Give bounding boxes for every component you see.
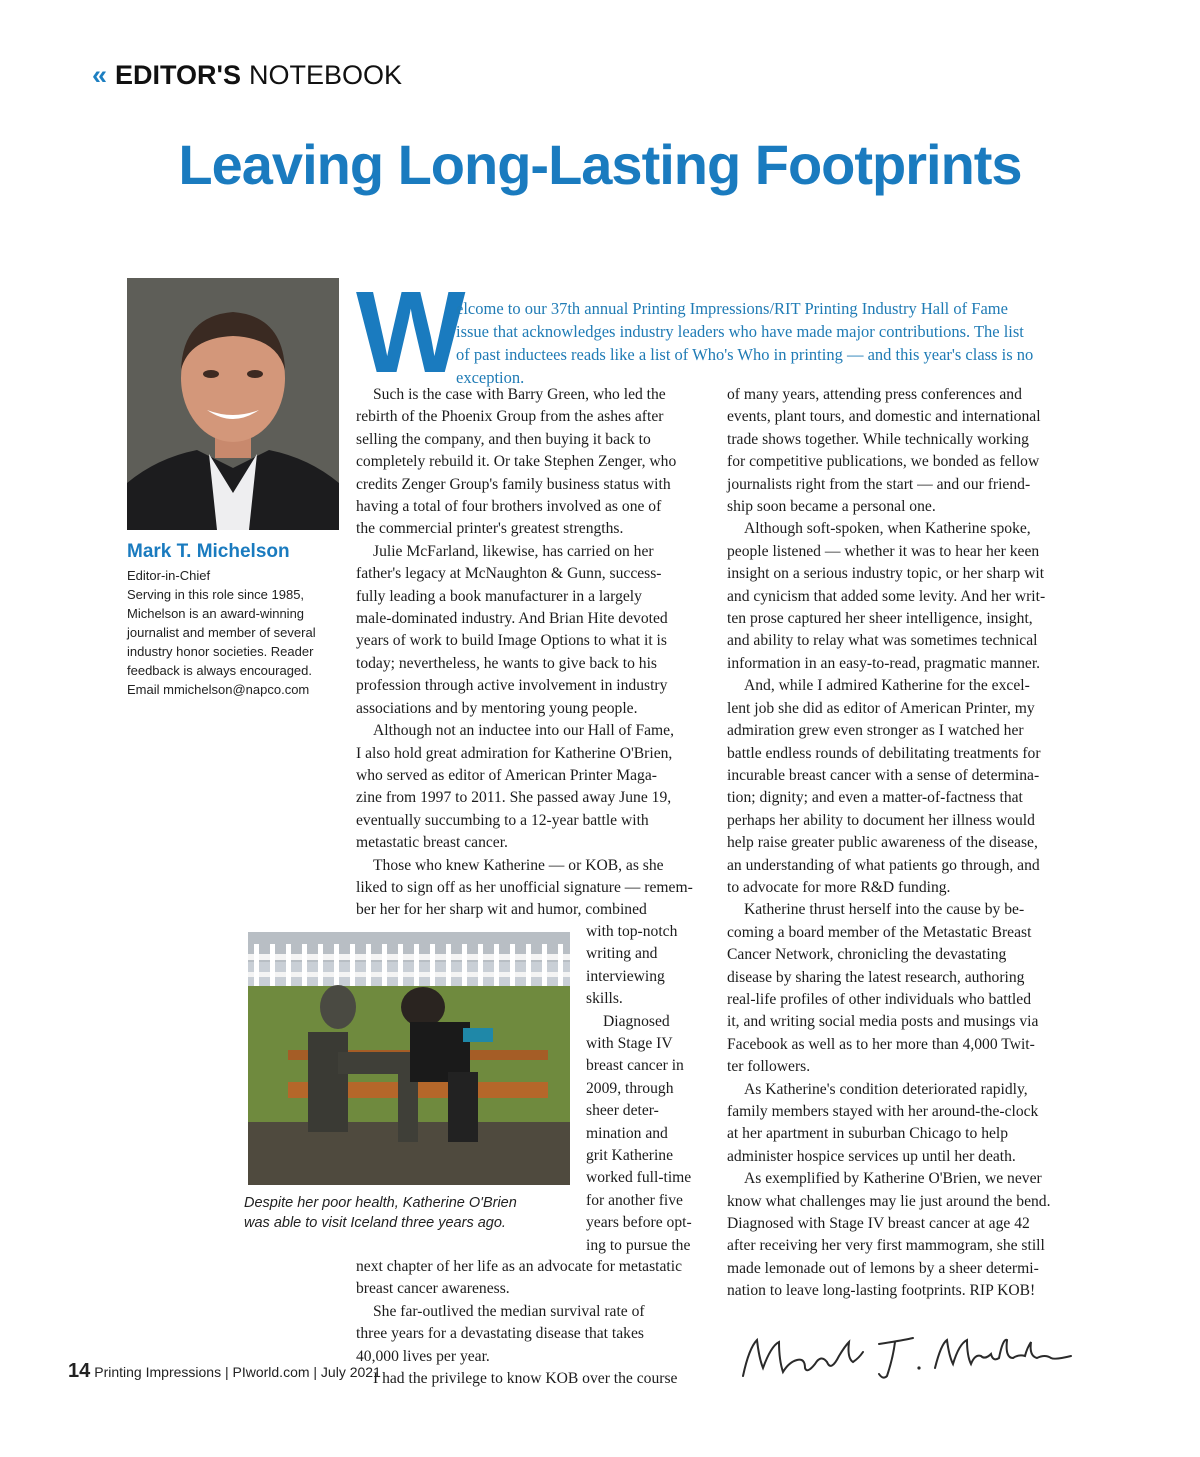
body-line: Cancer Network, chronicling the devastating bbox=[727, 946, 1007, 964]
body-line: information in an easy-to-read, pragmatic manner. bbox=[727, 654, 1041, 672]
caption-line: was able to visit Iceland three years ago. bbox=[244, 1215, 506, 1231]
body-line: selling the company, and then buying it back to bbox=[356, 430, 651, 448]
body-line: rebirth of the Phoenix Group from the ashes after bbox=[356, 408, 664, 426]
body-line: Although not an inductee into our Hall of Fame, bbox=[373, 722, 674, 740]
body-line: grit Katherine bbox=[586, 1147, 674, 1165]
section-label-light: NOTEBOOK bbox=[248, 60, 403, 90]
body-line: admiration grew even stronger as I watched her bbox=[727, 722, 1024, 740]
body-line: ber her for her sharp wit and humor, combined bbox=[356, 901, 647, 919]
iceland-photo bbox=[248, 932, 570, 1185]
body-column-2 bbox=[727, 384, 1077, 1303]
body-line: liked to sign off as her unofficial signature — remem- bbox=[356, 878, 693, 896]
body-line: for competitive publications, we bonded as fellow bbox=[727, 453, 1040, 471]
body-line: having a total of four brothers involved as one of bbox=[356, 498, 662, 516]
intro-line: elcome to our 37th annual Printing Impressions/RIT Printing Industry Hall of Fame bbox=[456, 299, 1008, 318]
body-line: ing to pursue the bbox=[586, 1236, 691, 1254]
intro-paragraph bbox=[456, 297, 1081, 389]
body-line: years of work to build Image Options to what it is bbox=[356, 632, 667, 650]
page-title: Leaving Long-Lasting Footprints bbox=[178, 133, 1022, 196]
body-line: family members stayed with her around-the-clock bbox=[727, 1103, 1039, 1120]
photo-caption bbox=[244, 1193, 574, 1233]
section-label-bold: EDITOR'S bbox=[115, 60, 241, 90]
bio-line: Michelson is an award-winning bbox=[127, 606, 305, 621]
body-line: profession through active involvement in industry bbox=[356, 677, 668, 695]
body-line: help raise greater public awareness of the disease, bbox=[727, 834, 1038, 852]
intro-line: of past inductees reads like a list of Who's Who in printing — and this year's class is no bbox=[456, 345, 1034, 364]
bio-line: journalist and member of several bbox=[127, 625, 316, 640]
body-line: events, plant tours, and domestic and international bbox=[727, 408, 1041, 426]
body-line: three years for a devastating disease that takes bbox=[356, 1325, 644, 1343]
double-chevron-icon: « bbox=[92, 60, 102, 90]
body-column-1 bbox=[356, 384, 706, 922]
body-column-1-end bbox=[356, 1256, 706, 1390]
body-line: As Katherine's condition deteriorated rapidly, bbox=[744, 1080, 1028, 1098]
body-line: and cynicism that added some levity. And her writ- bbox=[727, 587, 1046, 605]
body-line: skills. bbox=[586, 990, 623, 1008]
body-line: administer hospice services up until her death. bbox=[727, 1147, 1016, 1165]
body-line: breast cancer awareness. bbox=[356, 1280, 510, 1298]
body-line: battle endless rounds of debilitating treatments for bbox=[727, 744, 1041, 762]
body-line: Those who knew Katherine — or KOB, as she bbox=[373, 856, 664, 874]
body-line: to advocate for more R&D funding. bbox=[727, 878, 951, 896]
page-number: 14 bbox=[68, 1360, 91, 1382]
body-line: people listened — whether it was to hear her keen bbox=[727, 542, 1040, 560]
body-line: ter followers. bbox=[727, 1058, 811, 1076]
body-line: trade shows together. While technically working bbox=[727, 430, 1029, 448]
page-footer bbox=[68, 1360, 381, 1383]
body-line: know what challenges may lie just around the bend. bbox=[727, 1192, 1051, 1210]
body-line: nation to leave long-lasting footprints. RIP KOB! bbox=[727, 1282, 1036, 1300]
body-line: real-life profiles of other individuals who battled bbox=[727, 990, 1031, 1008]
body-line: with Stage IV bbox=[586, 1035, 673, 1053]
body-line: tion; dignity; and even a matter-of-factness that bbox=[727, 789, 1023, 807]
author-photo bbox=[127, 278, 339, 530]
body-line: Facebook as well as to her more than 4,000 Twit- bbox=[727, 1035, 1035, 1053]
body-line: zine from 1997 to 2011. She passed away June 19, bbox=[356, 789, 672, 807]
body-line: completely rebuild it. Or take Stephen Zenger, who bbox=[356, 453, 677, 471]
body-line: worked full-time bbox=[586, 1169, 692, 1187]
body-line: it, and writing social media posts and musings via bbox=[727, 1013, 1039, 1031]
body-line: writing and bbox=[586, 945, 658, 963]
signature bbox=[735, 1328, 1075, 1388]
body-line: coming a board member of the Metastatic Breast bbox=[727, 923, 1032, 941]
body-line: mination and bbox=[586, 1124, 668, 1142]
body-line: after receiving her very first mammogram, she still bbox=[727, 1237, 1045, 1255]
body-line: father's legacy at McNaughton & Gunn, success- bbox=[356, 565, 662, 583]
body-line: Although soft-spoken, when Katherine spoke, bbox=[744, 520, 1031, 538]
body-line: made lemonade out of lemons by a sheer determi- bbox=[727, 1259, 1039, 1277]
body-line: for another five bbox=[586, 1191, 683, 1209]
body-line: male-dominated industry. And Brian Hite devoted bbox=[356, 610, 668, 628]
body-line: fully leading a book manufacturer in a largely bbox=[356, 587, 642, 605]
body-line: who served as editor of American Printer Maga- bbox=[356, 766, 657, 784]
body-line: As exemplified by Katherine O'Brien, we never bbox=[744, 1170, 1042, 1188]
body-line: credits Zenger Group's family business status with bbox=[356, 475, 671, 493]
body-line: journalists right from the start — and our friend- bbox=[727, 475, 1031, 493]
body-line: perhaps her ability to document her illness would bbox=[727, 811, 1035, 829]
body-column-1-wrap bbox=[586, 921, 706, 1257]
body-line: years before opt- bbox=[586, 1214, 692, 1232]
bio-line: feedback is always encouraged. bbox=[127, 663, 313, 678]
body-line: incurable breast cancer with a sense of determina- bbox=[727, 766, 1040, 784]
body-line: of many years, attending press conferences and bbox=[727, 386, 1022, 403]
author-name: Mark T. Michelson bbox=[127, 541, 290, 562]
body-line: and ability to relay what was sometimes technical bbox=[727, 632, 1038, 650]
body-line: interviewing bbox=[586, 967, 665, 985]
body-line: And, while I admired Katherine for the excel- bbox=[744, 677, 1030, 695]
drop-cap: W bbox=[356, 267, 462, 397]
body-line: Katherine thrust herself into the cause by be- bbox=[744, 901, 1025, 919]
body-line: ten prose captured her sheer intelligence, insight, bbox=[727, 610, 1033, 628]
bio-line: Editor-in-Chief bbox=[127, 568, 211, 583]
body-line: today; nevertheless, he wants to give back to his bbox=[356, 654, 657, 672]
author-bio bbox=[127, 566, 337, 699]
body-line: the commercial printer's greatest strengths. bbox=[356, 520, 624, 538]
body-line: breast cancer in bbox=[586, 1057, 684, 1075]
body-line: next chapter of her life as an advocate for metastatic bbox=[356, 1258, 683, 1275]
body-line: disease by sharing the latest research, authoring bbox=[727, 968, 1025, 986]
body-line: associations and by mentoring young people. bbox=[356, 699, 638, 717]
body-line: at her apartment in suburban Chicago to help bbox=[727, 1125, 1009, 1143]
body-line: sheer deter- bbox=[586, 1102, 659, 1120]
body-line: Diagnosed with Stage IV breast cancer at age 42 bbox=[727, 1215, 1030, 1233]
body-line: with top-notch bbox=[586, 923, 678, 940]
body-line: Julie McFarland, likewise, has carried on her bbox=[373, 542, 654, 560]
body-line: insight on a serious industry topic, or her sharp wit bbox=[727, 565, 1045, 583]
body-line: 2009, through bbox=[586, 1079, 674, 1097]
bio-email: Email mmichelson@napco.com bbox=[127, 682, 310, 697]
body-line: ship soon became a personal one. bbox=[727, 498, 936, 516]
body-line: lent job she did as editor of American Printer, my bbox=[727, 699, 1035, 717]
section-header bbox=[92, 60, 402, 91]
body-line: Diagnosed bbox=[603, 1012, 670, 1030]
intro-line: issue that acknowledges industry leaders who have made major contributions. The list bbox=[456, 322, 1024, 341]
body-line: an understanding of what patients go through, and bbox=[727, 856, 1040, 874]
body-line: I also hold great admiration for Katherine O'Brien, bbox=[356, 744, 673, 762]
intro-line: exception. bbox=[456, 368, 525, 387]
body-line: 40,000 lives per year. bbox=[356, 1347, 490, 1365]
bio-line: industry honor societies. Reader bbox=[127, 644, 314, 659]
body-line: Such is the case with Barry Green, who led the bbox=[373, 386, 666, 403]
footer-text: Printing Impressions | PIworld.com | July 2021 bbox=[94, 1364, 381, 1380]
bio-line: Serving in this role since 1985, bbox=[127, 587, 305, 602]
body-line: metastatic breast cancer. bbox=[356, 834, 508, 852]
body-line: eventually succumbing to a 12-year battle with bbox=[356, 811, 649, 829]
body-line: I had the privilege to know KOB over the course bbox=[373, 1370, 678, 1388]
caption-line: Despite her poor health, Katherine O'Brien bbox=[244, 1195, 517, 1211]
body-line: She far-outlived the median survival rate of bbox=[373, 1302, 645, 1320]
